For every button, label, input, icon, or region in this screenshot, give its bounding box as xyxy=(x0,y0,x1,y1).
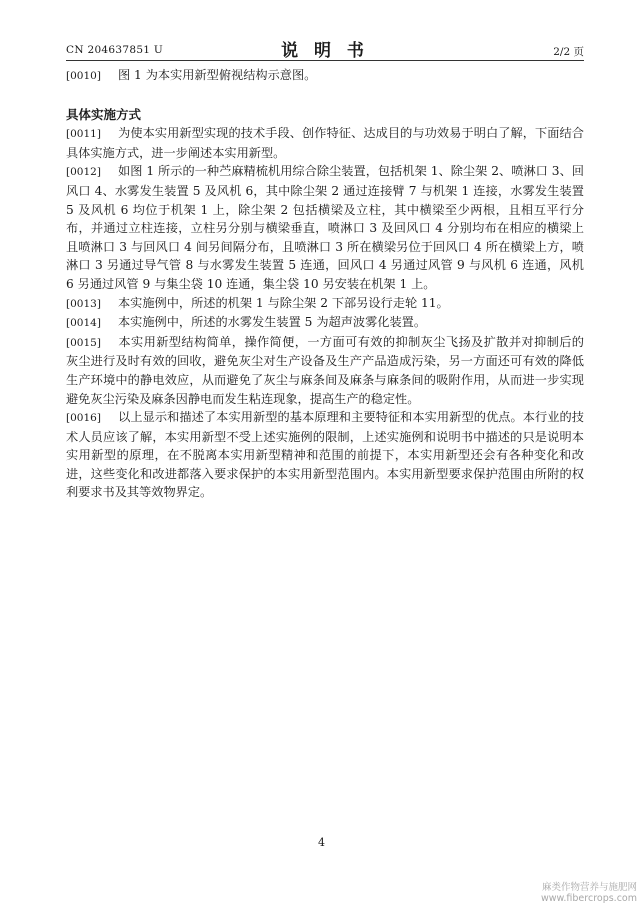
watermark-url: www.fibercrops.com xyxy=(540,893,637,904)
paragraph-number: [0013] xyxy=(66,297,101,310)
page-info: 2/2 页 xyxy=(553,46,584,58)
paragraph-number: [0016] xyxy=(66,412,101,425)
paragraph-text: 本实施例中，所述的水雾发生装置 5 为超声波雾化装置。 xyxy=(118,315,427,330)
paragraph-text: 本实施例中，所述的机架 1 与除尘架 2 下部另设行走轮 11。 xyxy=(118,295,449,310)
paragraph-text: 如图 1 所示的一种苎麻精梳机用综合除尘装置，包括机架 1、除尘架 2、喷淋口 3、回风口 4、水雾发生装置 5 及风机 6，其中除尘架 2 通过连接臂 7 与机架 1 连接，水雾发生装置 5 及风机 6 均位于机架 1 上，除尘架 2 包括横梁及立柱，其中横梁至少两根，且相互平行分布，并通过立柱连接，立柱另分别与横梁垂直，喷淋口 3 及回风口 4 分别均布在相应的横梁上且喷淋口 3 与回风口 4 间另间隔分布，且喷淋口 3 所在横梁另位于回风口 4 所在横梁上方，喷淋口 3 另通过导气管 8 与水雾发生装置 5 连通，回风口 4 另通过风管 9 与风机 6 连通，风机 6 另通过风管 9 与集尘袋 10 连通，集尘袋 10 另安装在机架 1 上。 xyxy=(66,164,584,291)
watermark-site-name: 麻类作物营养与施肥网 xyxy=(541,882,637,893)
paragraph-0016 xyxy=(66,408,584,502)
document-body xyxy=(66,63,584,502)
site-watermark xyxy=(541,882,637,904)
paragraph-number: [0012] xyxy=(66,166,101,179)
paragraph-text: 为使本实用新型实现的技术手段、创作特征、达成目的与功效易于明白了解，下面结合具体实施方式，进一步阐述本实用新型。 xyxy=(66,126,584,160)
paragraph-text: 本实用新型结构简单，操作简便，一方面可有效的抑制灰尘飞扬及扩散并对抑制后的 灰尘进行及时有效的回收，避免灰尘对生产设备及生产产品造成污染，另一方面还可有效的降低生产环境中的静电效应，从而避免了灰尘与麻条间及麻条与麻条间的吸附作用，从而进一步实现避免灰尘污染及麻条因静电而发生粘连现象，提高生产的稳定性。 xyxy=(66,334,584,406)
paragraph-0011 xyxy=(66,124,584,162)
page-number: 4 xyxy=(318,836,325,849)
paragraph-0013 xyxy=(66,294,584,314)
page-header xyxy=(66,36,584,60)
paragraph-0012 xyxy=(66,162,584,293)
paragraph-0014 xyxy=(66,313,584,333)
paragraph-number: [0011] xyxy=(66,128,101,141)
paragraph-number: [0010] xyxy=(66,70,101,82)
header-divider xyxy=(66,60,584,61)
section-heading: 具体实施方式 xyxy=(66,106,142,122)
paragraph-0015 xyxy=(66,333,584,408)
paragraph-text: 图 1 为本实用新型俯视结构示意图。 xyxy=(118,68,317,82)
paragraph-number: [0015] xyxy=(66,336,101,349)
document-title: 说 明 书 xyxy=(281,41,369,61)
paragraph-number: [0014] xyxy=(66,317,101,330)
paragraph-0010 xyxy=(66,66,584,86)
paragraph-text: 以上显示和描述了本实用新型的基本原理和主要特征和本实用新型的优点。本行业的技术人员应该了解，本实用新型不受上述实施例的限制，上述实施例和说明书中描述的只是说明本实用新型的原理，在不脱离本实用新型精神和范围的前提下，本实用新型还会有各种变化和改进，这些变化和改进都落入要求保护的本实用新型范围内。本实用新型要求保护范围由所附的权利要求书及其等效物界定。 xyxy=(66,410,584,500)
publication-number: CN 204637851 U xyxy=(66,44,164,56)
